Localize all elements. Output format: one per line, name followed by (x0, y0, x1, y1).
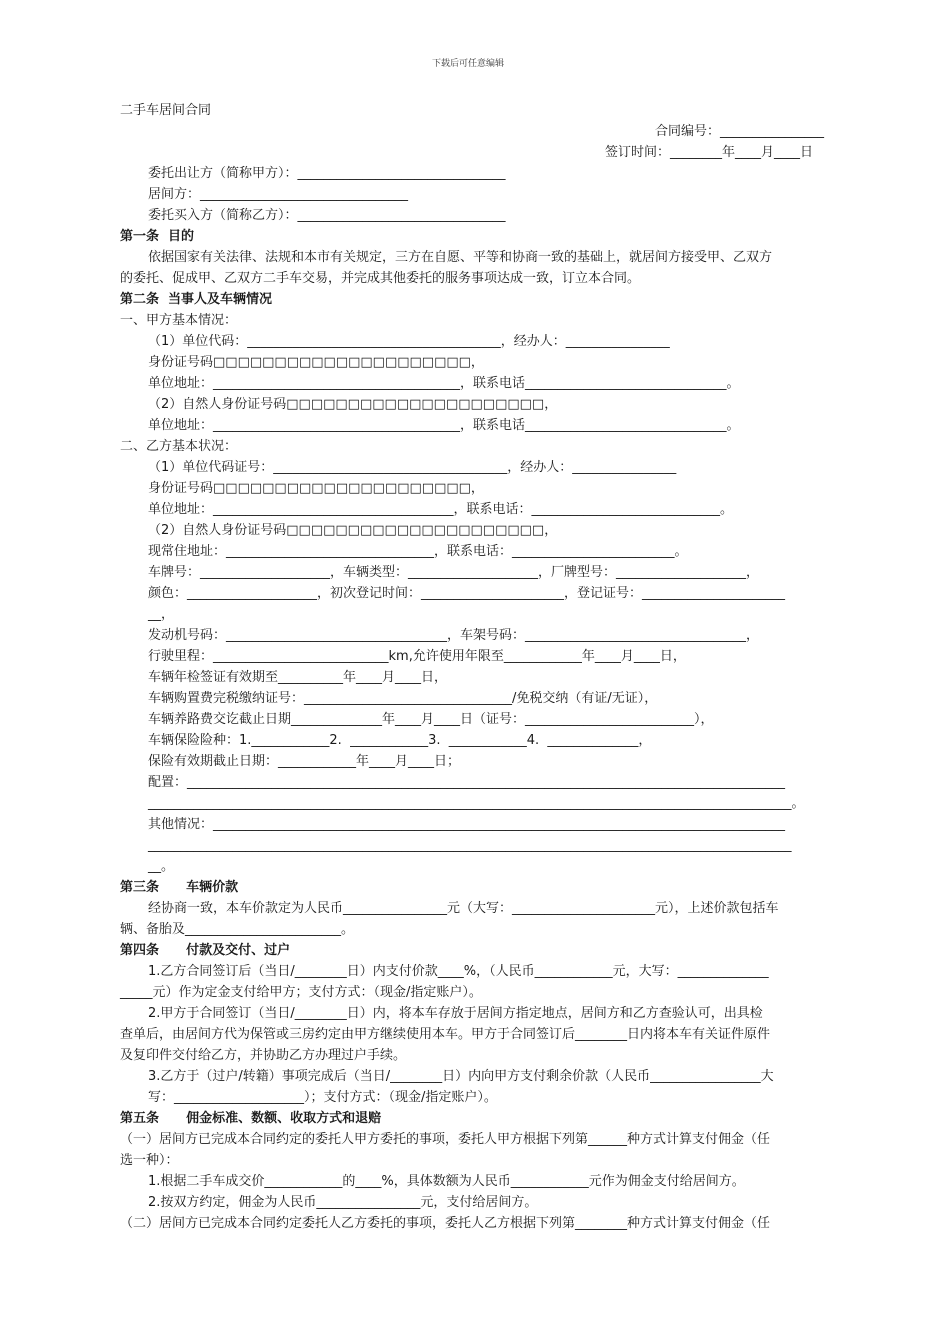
vehicle-configuration: 配置：____________________________________________________________________________________________ (148, 775, 786, 790)
vehicle-mileage: 行驶里程：___________________________km,允许使用年限至____________年____月____日， (148, 649, 686, 664)
vehicle-other: 其他情况：________________________________________________________________________________________ (148, 817, 786, 832)
article-2-title: 第二条 当事人及车辆情况 (120, 292, 273, 307)
party-b-unit-code: （1）单位代码证号：____________________________________，经办人：________________ (148, 460, 677, 475)
article-4-item2-line3: 及复印件交付给乙方，并协助乙方办理过户手续。 (120, 1048, 407, 1063)
page-header: 下载后可任意编辑 (432, 59, 505, 69)
party-a-id-number: 身份证号码□□□□□□□□□□□□□□□□□□□□□， (148, 355, 484, 370)
vehicle-configuration-cont: ___________________________________________________________________________________________________。 (148, 796, 805, 811)
article-1-para-line2: 的委托、促成甲、乙双方二手车交易，并完成其他委托的服务事项达成一致，订立本合同。 (120, 271, 641, 286)
vehicle-engine-frame: 发动机号码：__________________________________，车架号码：__________________________________， (148, 628, 760, 643)
article-5-clause1-line2: 选一种）： (120, 1153, 179, 1168)
document-title: 二手车居间合同 (120, 103, 212, 118)
party-b-residence: 现常住地址：________________________________，联系电话：_________________________。 (148, 544, 688, 559)
party-a-address: 单位地址：______________________________________，联系电话_______________________________。 (148, 376, 740, 391)
party-a-person-id: （2）自然人身份证号码□□□□□□□□□□□□□□□□□□□□□， (148, 397, 558, 412)
party-b-id-number: 身份证号码□□□□□□□□□□□□□□□□□□□□□， (148, 481, 484, 496)
vehicle-insurance-types: 车辆保险险种：1.____________2. ____________3. ____________4. ______________， (148, 733, 652, 748)
party-a-address-2: 单位地址：______________________________________，联系电话_______________________________。 (148, 418, 740, 433)
party-b: 委托买入方（简称乙方）：________________________________ (148, 208, 506, 223)
party-a-unit-code: （1）单位代码：_______________________________________，经办人：________________ (148, 334, 670, 349)
sign-date: 签订时间：________年____月____日 (605, 145, 814, 160)
party-b-address: 单位地址：_____________________________________，联系电话：_____________________________。 (148, 502, 734, 517)
article-5-option1: 1.根据二手车成交价____________的____%，具体数额为人民币____________元作为佣金支付给居间方。 (148, 1174, 745, 1189)
article-5-option2: 2.按双方约定，佣金为人民币________________元，支付给居间方。 (148, 1195, 538, 1210)
article-4-item1-line1: 1.乙方合同签订后（当日/________日）内支付价款____%，（人民币____________元，大写：______________ (148, 964, 769, 979)
vehicle-purchase-tax: 车辆购置费完税缴纳证号：________________________________/免税交纳（有证/无证）， (148, 691, 658, 706)
article-4-item2-line1: 2.甲方于合同签订（当日/________日）内，将本车存放于居间方指定地点，居间方和乙方查验认可，出具检 (148, 1006, 763, 1021)
vehicle-road-fee: 车辆养路费交讫截止日期______________年____月____日（证号：__________________________）， (148, 712, 714, 727)
article-4-item3-line1: 3.乙方于（过户/转籍）事项完成后（当日/________日）内向甲方支付剩余价款（人民币_________________大 (148, 1069, 774, 1084)
article-1-para-line1: 依据国家有关法律、法规和本市有关规定，三方在自愿、平等和协商一致的基础上，就居间方接受甲、乙双方 (148, 250, 773, 265)
party-intermediary: 居间方：________________________________ (148, 187, 409, 202)
vehicle-other-end: __。 (148, 859, 175, 874)
party-b-person-id: （2）自然人身份证号码□□□□□□□□□□□□□□□□□□□□□， (148, 523, 558, 538)
party-a: 委托出让方（简称甲方）：________________________________ (148, 166, 506, 181)
article-4-item1-line2: _____元）作为定金支付给甲方；支付方式：（现金/指定账户）。 (120, 985, 482, 1000)
vehicle-insurance-expiry: 保险有效期截止日期：____________年____月____日； (148, 754, 461, 769)
article-4-item3-line2: 写：____________________）；支付方式：（现金/指定账户）。 (148, 1090, 497, 1105)
vehicle-other-cont: ___________________________________________________________________________________________________ (148, 838, 792, 853)
article-3-para-line1: 经协商一致，本车价款定为人民币________________元（大写：______________________元），上述价款包括车 (148, 901, 779, 916)
article-3-para-line2: 辆、备胎及________________________。 (120, 922, 355, 937)
article-5-title: 第五条 佣金标准、数额、收取方式和退赔 (120, 1111, 382, 1126)
vehicle-inspection: 车辆年检签证有效期至__________年____月____日， (148, 670, 448, 685)
article-5-clause2-line1: （二）居间方已完成本合同约定委托人乙方委托的事项，委托人乙方根据下列第________种方式计算支付佣金（任 (120, 1216, 771, 1231)
article-5-clause1-line1: （一）居间方已完成本合同约定的委托人甲方委托的事项，委托人甲方根据下列第______种方式计算支付佣金（任 (120, 1132, 771, 1147)
vehicle-registration-cont: __， (148, 607, 175, 622)
article-1-title: 第一条 目的 (120, 229, 195, 244)
vehicle-color-registration: 颜色：____________________，初次登记时间：______________________，登记证号：______________________ (148, 586, 786, 601)
article-4-title: 第四条 付款及交付、过户 (120, 943, 291, 958)
article-4-item2-line2: 查单后，由居间方代为保管或三房约定由甲方继续使用本车。甲方于合同签订后________日内将本车有关证件原件 (120, 1027, 771, 1042)
vehicle-plate-type-model: 车牌号：____________________，车辆类型：____________________，厂牌型号：____________________， (148, 565, 760, 580)
article-3-title: 第三条 车辆价款 (120, 880, 239, 895)
party-b-section-title: 二、乙方基本状况： (120, 439, 238, 454)
party-a-section-title: 一、甲方基本情况： (120, 313, 238, 328)
contract-number: 合同编号：________________ (655, 124, 825, 139)
